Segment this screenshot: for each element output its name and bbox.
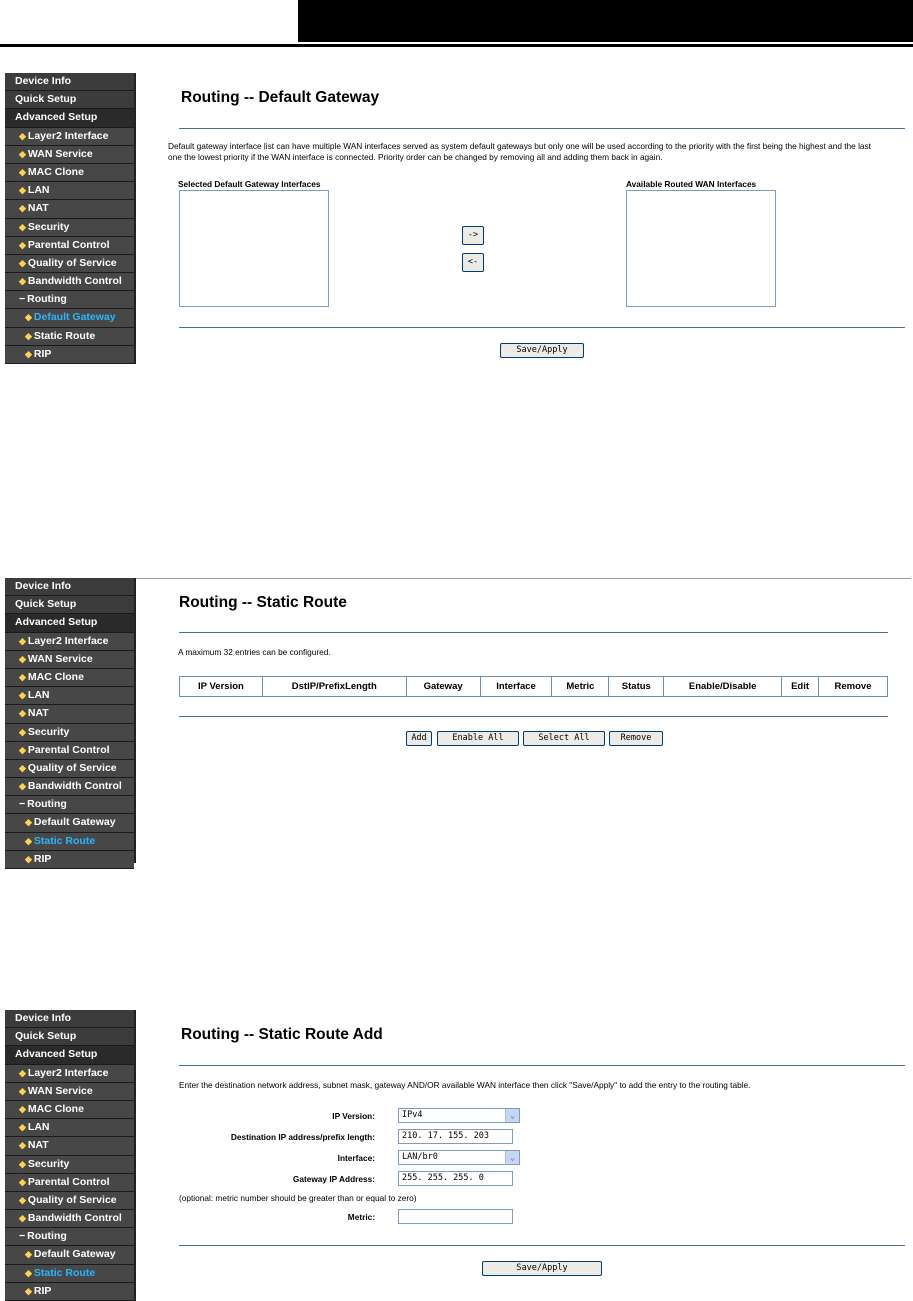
bullet-icon: ◆ [19,708,26,719]
collapse-icon: − [19,1230,26,1243]
bullet-icon: ◆ [19,1122,26,1133]
available-interfaces-listbox[interactable] [626,190,776,307]
interface-select[interactable]: LAN/br0 ⌄ [398,1150,520,1165]
optional-metric-note: (optional: metric number should be greater than or equal to zero) [179,1193,417,1203]
gateway-input[interactable]: 255. 255. 255. 0 [398,1171,513,1186]
bullet-icon: ◆ [25,1285,32,1296]
bullet-icon: ◆ [25,835,32,846]
sidebar-item-bandwidth-control[interactable]: ◆ Bandwidth Control [5,1210,134,1228]
sidebar-item-rip[interactable]: ◆ RIP [5,1283,134,1301]
table-header-row [180,677,888,697]
main-content [148,73,911,364]
available-interfaces-label: Available Routed WAN Interfaces [626,179,757,189]
remove-button[interactable]: Remove [609,731,663,746]
title-divider [179,1065,905,1066]
bullet-icon: ◆ [19,635,26,646]
bullet-icon: ◆ [25,348,32,359]
metric-input[interactable] [398,1209,513,1224]
bullet-icon: ◆ [19,781,26,792]
sidebar-item-bandwidth-control[interactable]: ◆ Bandwidth Control [5,273,134,291]
sidebar-item-quality-of-service[interactable]: ◆ Quality of Service [5,1192,134,1210]
bullet-icon: ◆ [19,257,26,268]
bullet-icon: ◆ [19,203,26,214]
sidebar-item-default-gateway[interactable]: ◆ Default Gateway [5,1246,134,1264]
sidebar-item-routing[interactable]: − Routing [5,796,134,814]
bullet-icon: ◆ [19,1067,26,1078]
sidebar-item-quality-of-service[interactable]: ◆ Quality of Service [5,760,134,778]
bottom-divider [179,327,905,328]
ip-version-label: IP Version: [332,1111,375,1121]
column-header: Remove [819,677,888,697]
save-apply-button[interactable]: Save/Apply [500,343,584,358]
sidebar-item-static-route[interactable]: ◆ Static Route [5,328,134,346]
sidebar-item-nat[interactable]: ◆ NAT [5,1137,134,1155]
column-header: Gateway [406,677,480,697]
bottom-divider [179,1245,905,1246]
bullet-icon: ◆ [25,330,32,341]
bullet-icon: ◆ [25,1249,32,1260]
collapse-icon: − [19,798,26,811]
move-right-button[interactable]: -> [462,226,484,245]
sidebar-item-static-route[interactable]: ◆ Static Route [5,833,134,851]
bullet-icon: ◆ [19,653,26,664]
bullet-icon: ◆ [19,744,26,755]
sidebar-item-mac-clone[interactable]: ◆ MAC Clone [5,669,134,687]
bullet-icon: ◆ [19,726,26,737]
sidebar-item-layer2-interface[interactable]: ◆ Layer2 Interface [5,128,134,146]
bullet-icon: ◆ [19,130,26,141]
column-header: IP Version [180,677,263,697]
sidebar-item-quality-of-service[interactable]: ◆ Quality of Service [5,255,134,273]
sidebar-item-default-gateway[interactable]: ◆ Default Gateway [5,309,134,327]
metric-label: Metric: [347,1212,375,1222]
interface-label: Interface: [337,1153,375,1163]
description-text: A maximum 32 entries can be configured. [178,647,331,657]
bullet-icon: ◆ [25,817,32,828]
selected-gateways-listbox[interactable] [179,190,329,307]
screenshot-static-route-add [5,1010,911,1301]
bullet-icon: ◆ [19,1140,26,1151]
bullet-icon: ◆ [19,1213,26,1224]
description-text: Enter the destination network address, subnet mask, gateway AND/OR available WAN interface then click "Save/Apply" to add the entry to the routing table. [179,1080,751,1090]
sidebar-item-security[interactable]: ◆ Security [5,724,134,742]
sidebar-item-lan[interactable]: ◆ LAN [5,1119,134,1137]
bullet-icon: ◆ [19,166,26,177]
bullet-icon: ◆ [19,239,26,250]
description-text: Default gateway interface list can have multiple WAN interfaces served as system default gateways but only one will be used according to the priority with the first being the highest and the last one the lowest priority if the WAN interface is connected. Priority order can be changed by removing all and adding them back in again. [168,141,871,162]
ip-version-select[interactable]: IPv4 ⌄ [398,1108,520,1123]
bullet-icon: ◆ [19,276,26,287]
sidebar-item-bandwidth-control[interactable]: ◆ Bandwidth Control [5,778,134,796]
sidebar-item-wan-service[interactable]: ◆ WAN Service [5,146,134,164]
sidebar-item-security[interactable]: ◆ Security [5,219,134,237]
sidebar [5,1010,136,1301]
bullet-icon: ◆ [19,221,26,232]
sidebar-item-static-route[interactable]: ◆ Static Route [5,1265,134,1283]
sidebar-item-lan[interactable]: ◆ LAN [5,182,134,200]
page-title: Routing -- Default Gateway [181,89,380,106]
sidebar-item-wan-service[interactable]: ◆ WAN Service [5,1083,134,1101]
sidebar-item-quick-setup[interactable]: Quick Setup [5,91,134,109]
move-left-button[interactable]: <- [462,253,484,272]
sidebar-item-device-info[interactable]: Device Info [5,1010,134,1028]
sidebar-item-device-info[interactable]: Device Info [5,578,134,596]
chevron-down-icon: ⌄ [505,1109,519,1122]
sidebar-item-layer2-interface[interactable]: ◆ Layer2 Interface [5,633,134,651]
sidebar-item-security[interactable]: ◆ Security [5,1156,134,1174]
bullet-icon: ◆ [19,148,26,159]
chevron-down-icon: ⌄ [505,1151,519,1164]
sidebar-item-routing[interactable]: − Routing [5,291,134,309]
bullet-icon: ◆ [19,690,26,701]
column-header: Status [609,677,664,697]
selected-gateways-label: Selected Default Gateway Interfaces [178,179,321,189]
sidebar-item-advanced-setup[interactable]: Advanced Setup [5,1046,134,1064]
gateway-label: Gateway IP Address: [292,1174,375,1184]
bottom-divider [179,716,888,717]
static-route-table [179,676,888,697]
destination-label: Destination IP address/prefix length: [230,1132,375,1142]
save-apply-button[interactable]: Save/Apply [482,1261,602,1276]
sidebar-item-layer2-interface[interactable]: ◆ Layer2 Interface [5,1065,134,1083]
sidebar-item-nat[interactable]: ◆ NAT [5,705,134,723]
sidebar-item-quick-setup[interactable]: Quick Setup [5,596,134,614]
bullet-icon: ◆ [19,762,26,773]
title-divider [179,632,888,633]
sidebar-item-advanced-setup[interactable]: Advanced Setup [5,109,134,127]
title-divider [179,128,905,129]
bullet-icon: ◆ [19,1158,26,1169]
document-header-rule [0,44,913,47]
sidebar [5,578,136,863]
sidebar-item-nat[interactable]: ◆ NAT [5,200,134,218]
collapse-icon: − [19,293,26,306]
sidebar-item-default-gateway[interactable]: ◆ Default Gateway [5,814,134,832]
document-header-bar [298,0,913,42]
bullet-icon: ◆ [25,1267,32,1278]
main-content [148,1010,911,1301]
screenshot-static-route [5,578,911,863]
sidebar-item-lan[interactable]: ◆ LAN [5,687,134,705]
bullet-icon: ◆ [25,853,32,864]
destination-input[interactable]: 210. 17. 155. 203 [398,1129,513,1144]
page-title: Routing -- Static Route Add [181,1026,383,1043]
sidebar [5,73,136,364]
bullet-icon: ◆ [19,1176,26,1187]
screenshot-default-gateway [5,73,911,364]
sidebar-item-advanced-setup[interactable]: Advanced Setup [5,614,134,632]
main-content [148,578,911,863]
bullet-icon: ◆ [25,312,32,323]
sidebar-item-parental-control[interactable]: ◆ Parental Control [5,1174,134,1192]
sidebar-item-device-info[interactable]: Device Info [5,73,134,91]
page-title: Routing -- Static Route [179,594,347,611]
sidebar-item-mac-clone[interactable]: ◆ MAC Clone [5,164,134,182]
select-all-button[interactable]: Select All [523,731,605,746]
sidebar-item-mac-clone[interactable]: ◆ MAC Clone [5,1101,134,1119]
sidebar-item-quick-setup[interactable]: Quick Setup [5,1028,134,1046]
column-header: DstIP/PrefixLength [262,677,406,697]
column-header: Enable/Disable [664,677,782,697]
sidebar-item-routing[interactable]: − Routing [5,1228,134,1246]
sidebar-item-rip[interactable]: ◆ RIP [5,851,134,869]
column-header: Edit [782,677,819,697]
enable-all-button[interactable]: Enable All [437,731,519,746]
column-header: Interface [480,677,552,697]
sidebar-item-rip[interactable]: ◆ RIP [5,346,134,364]
bullet-icon: ◆ [19,671,26,682]
bullet-icon: ◆ [19,1194,26,1205]
bullet-icon: ◆ [19,185,26,196]
sidebar-item-parental-control[interactable]: ◆ Parental Control [5,237,134,255]
add-button[interactable]: Add [406,731,432,746]
column-header: Metric [552,677,609,697]
bullet-icon: ◆ [19,1085,26,1096]
sidebar-item-parental-control[interactable]: ◆ Parental Control [5,742,134,760]
sidebar-item-wan-service[interactable]: ◆ WAN Service [5,651,134,669]
bullet-icon: ◆ [19,1103,26,1114]
